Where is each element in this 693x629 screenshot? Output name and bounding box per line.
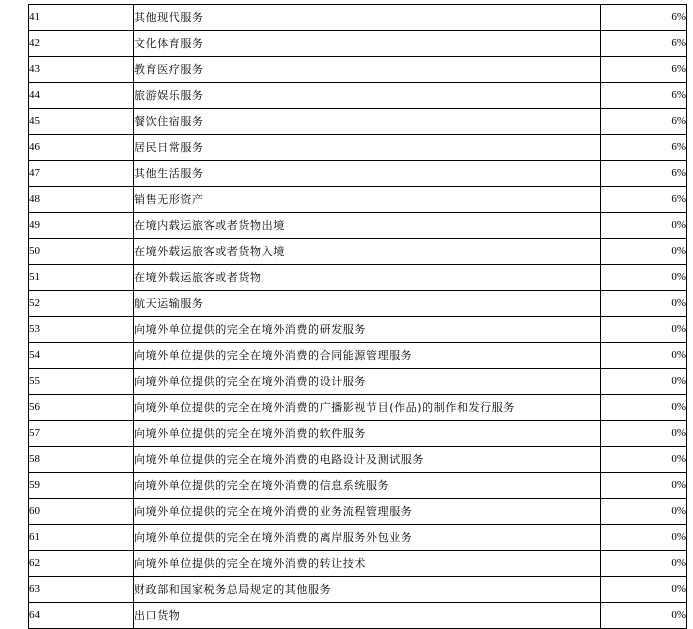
row-rate-cell: 0% bbox=[601, 317, 687, 343]
table-row bbox=[29, 213, 687, 239]
row-rate-cell: 6% bbox=[601, 135, 687, 161]
table-row bbox=[29, 395, 687, 421]
row-item-name-cell: 向境外单位提供的完全在境外消费的电路设计及测试服务 bbox=[134, 447, 601, 473]
table-row bbox=[29, 265, 687, 291]
table-row bbox=[29, 525, 687, 551]
row-rate-cell: 6% bbox=[601, 31, 687, 57]
row-item-name-cell: 出口货物 bbox=[134, 603, 601, 629]
table-row bbox=[29, 603, 687, 629]
row-number-cell: 45 bbox=[29, 109, 134, 135]
table-row bbox=[29, 5, 687, 31]
row-item-name-cell: 向境外单位提供的完全在境外消费的合同能源管理服务 bbox=[134, 343, 601, 369]
table-row bbox=[29, 447, 687, 473]
row-number-cell: 54 bbox=[29, 343, 134, 369]
row-item-name-cell: 财政部和国家税务总局规定的其他服务 bbox=[134, 577, 601, 603]
row-number-cell: 50 bbox=[29, 239, 134, 265]
table-row bbox=[29, 551, 687, 577]
row-number-cell: 56 bbox=[29, 395, 134, 421]
table-row bbox=[29, 31, 687, 57]
row-number-cell: 49 bbox=[29, 213, 134, 239]
table-row bbox=[29, 473, 687, 499]
row-number-cell: 60 bbox=[29, 499, 134, 525]
row-number-cell: 58 bbox=[29, 447, 134, 473]
row-item-name-cell: 向境外单位提供的完全在境外消费的研发服务 bbox=[134, 317, 601, 343]
row-item-name-cell: 其他现代服务 bbox=[134, 5, 601, 31]
row-item-name-cell: 在境外载运旅客或者货物 bbox=[134, 265, 601, 291]
row-item-name-cell: 向境外单位提供的完全在境外消费的软件服务 bbox=[134, 421, 601, 447]
table-row bbox=[29, 343, 687, 369]
row-item-name-cell: 向境外单位提供的完全在境外消费的离岸服务外包业务 bbox=[134, 525, 601, 551]
row-rate-cell: 6% bbox=[601, 57, 687, 83]
table-row bbox=[29, 291, 687, 317]
row-number-cell: 59 bbox=[29, 473, 134, 499]
row-rate-cell: 6% bbox=[601, 109, 687, 135]
row-rate-cell: 6% bbox=[601, 5, 687, 31]
row-rate-cell: 6% bbox=[601, 161, 687, 187]
row-number-cell: 63 bbox=[29, 577, 134, 603]
row-number-cell: 64 bbox=[29, 603, 134, 629]
row-number-cell: 46 bbox=[29, 135, 134, 161]
row-item-name-cell: 销售无形资产 bbox=[134, 187, 601, 213]
row-item-name-cell: 文化体育服务 bbox=[134, 31, 601, 57]
row-item-name-cell: 在境外载运旅客或者货物入境 bbox=[134, 239, 601, 265]
row-rate-cell: 0% bbox=[601, 447, 687, 473]
row-item-name-cell: 居民日常服务 bbox=[134, 135, 601, 161]
row-item-name-cell: 向境外单位提供的完全在境外消费的广播影视节目(作品)的制作和发行服务 bbox=[134, 395, 601, 421]
row-item-name-cell: 其他生活服务 bbox=[134, 161, 601, 187]
table-row bbox=[29, 57, 687, 83]
row-item-name-cell: 向境外单位提供的完全在境外消费的转让技术 bbox=[134, 551, 601, 577]
row-rate-cell: 0% bbox=[601, 603, 687, 629]
row-item-name-cell: 向境外单位提供的完全在境外消费的业务流程管理服务 bbox=[134, 499, 601, 525]
row-rate-cell: 0% bbox=[601, 291, 687, 317]
row-number-cell: 41 bbox=[29, 5, 134, 31]
table-body bbox=[29, 5, 687, 629]
table-row bbox=[29, 109, 687, 135]
row-rate-cell: 0% bbox=[601, 213, 687, 239]
row-rate-cell: 0% bbox=[601, 343, 687, 369]
row-number-cell: 51 bbox=[29, 265, 134, 291]
row-number-cell: 62 bbox=[29, 551, 134, 577]
row-number-cell: 57 bbox=[29, 421, 134, 447]
row-number-cell: 53 bbox=[29, 317, 134, 343]
row-item-name-cell: 在境内载运旅客或者货物出境 bbox=[134, 213, 601, 239]
table-row bbox=[29, 187, 687, 213]
table-row bbox=[29, 161, 687, 187]
table-row bbox=[29, 369, 687, 395]
row-number-cell: 43 bbox=[29, 57, 134, 83]
row-item-name-cell: 向境外单位提供的完全在境外消费的设计服务 bbox=[134, 369, 601, 395]
table-row bbox=[29, 239, 687, 265]
table-row bbox=[29, 499, 687, 525]
tax-rate-table bbox=[28, 4, 687, 629]
row-rate-cell: 6% bbox=[601, 187, 687, 213]
row-rate-cell: 6% bbox=[601, 83, 687, 109]
row-number-cell: 55 bbox=[29, 369, 134, 395]
table-row bbox=[29, 135, 687, 161]
row-number-cell: 61 bbox=[29, 525, 134, 551]
row-item-name-cell: 航天运输服务 bbox=[134, 291, 601, 317]
table-row bbox=[29, 577, 687, 603]
table-row bbox=[29, 421, 687, 447]
row-rate-cell: 0% bbox=[601, 551, 687, 577]
row-rate-cell: 0% bbox=[601, 525, 687, 551]
row-rate-cell: 0% bbox=[601, 239, 687, 265]
row-number-cell: 42 bbox=[29, 31, 134, 57]
row-number-cell: 48 bbox=[29, 187, 134, 213]
row-rate-cell: 0% bbox=[601, 577, 687, 603]
row-item-name-cell: 教育医疗服务 bbox=[134, 57, 601, 83]
row-rate-cell: 0% bbox=[601, 395, 687, 421]
row-number-cell: 44 bbox=[29, 83, 134, 109]
row-item-name-cell: 向境外单位提供的完全在境外消费的信息系统服务 bbox=[134, 473, 601, 499]
row-item-name-cell: 餐饮住宿服务 bbox=[134, 109, 601, 135]
row-rate-cell: 0% bbox=[601, 265, 687, 291]
row-rate-cell: 0% bbox=[601, 473, 687, 499]
row-rate-cell: 0% bbox=[601, 369, 687, 395]
table-row bbox=[29, 317, 687, 343]
row-rate-cell: 0% bbox=[601, 499, 687, 525]
row-number-cell: 47 bbox=[29, 161, 134, 187]
row-rate-cell: 0% bbox=[601, 421, 687, 447]
table-row bbox=[29, 83, 687, 109]
row-number-cell: 52 bbox=[29, 291, 134, 317]
row-item-name-cell: 旅游娱乐服务 bbox=[134, 83, 601, 109]
